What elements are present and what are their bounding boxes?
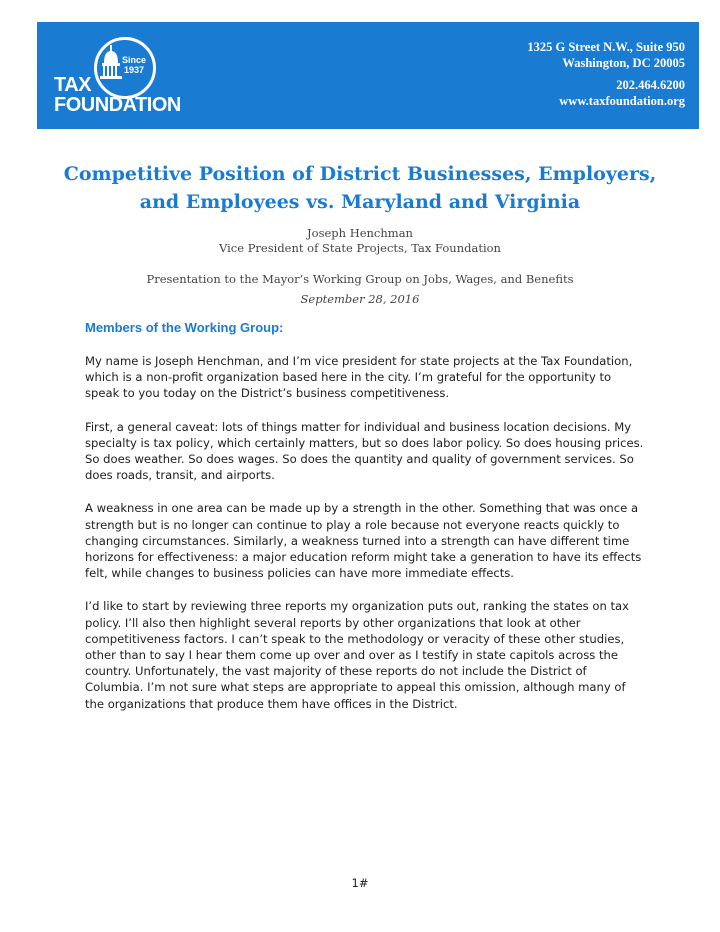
paragraph: I’d like to start by reviewing three reports my organization puts out, ranking the states on tax policy. I’ll also then highlight several reports by other organizations that look at other competitiveness factors. I can’t speak to the methodology or veracity of these other studies, other than to say I hear them come up over and over as I testify in state capitols across the country. Unfortunately, the vast majority of these reports do not include the District of Columbia. I’m not sure what steps are appropriate to appeal this omission, although many of the organizations that produce them have offices in the District.	[85, 599, 630, 711]
document-title-line2: and Employees vs. Maryland and Virginia	[139, 191, 581, 213]
body-text	[85, 353, 645, 729]
author-name: Joseph Henchman	[307, 226, 413, 240]
author-block	[60, 226, 660, 256]
document-title	[60, 160, 660, 216]
phone-number: 202.464.6200	[616, 78, 685, 92]
logo-wordmark-line2: FOUNDATION	[54, 94, 181, 116]
document-title-line1: Competitive Position of District Businesses, Employers,	[63, 163, 657, 185]
document-date: September 28, 2016	[300, 292, 420, 306]
paragraph: First, a general caveat: lots of things matter for individual and business location decisions. My specialty is tax policy, which certainly matters, but so does labor policy. So does housing prices. So does weather. So does wages. So does the quantity and quality of government services. So does roads, transit, and airports.	[85, 419, 644, 483]
page-number: 1#	[351, 876, 369, 890]
logo-badge-text: Since 1937	[121, 55, 146, 75]
contact-info	[527, 39, 685, 109]
logo-wordmark-line1: TAX	[54, 74, 92, 96]
logo-wordmark	[54, 75, 181, 115]
website-link[interactable]: www.taxfoundation.org	[559, 94, 685, 108]
author-role: Vice President of State Projects, Tax Foundation	[219, 241, 501, 255]
address-line2: Washington, DC 20005	[562, 56, 685, 70]
presentation-line: Presentation to the Mayor’s Working Group on Jobs, Wages, and Benefits	[146, 272, 574, 286]
tax-foundation-logo[interactable]	[54, 37, 194, 117]
address-line1: 1325 G Street N.W., Suite 950	[527, 40, 685, 54]
paragraph: A weakness in one area can be made up by a strength in the other. Something that was once a strength but is no longer can continue to play a role because not everyone reacts quickly to changing circumstances. Similarly, a weakness turned into a strength can have different time horizons for effectiveness: a major education reform might take a generation to have its effects felt, while changes to business policies can have more immediate effects.	[85, 501, 642, 581]
letterhead-banner	[37, 22, 699, 129]
paragraph: My name is Joseph Henchman, and I’m vice president for state projects at the Tax Foundation, which is a non-profit organization based here in the city. I’m grateful for the opportunity to speak to you today on the District’s business competitiveness.	[85, 354, 633, 401]
salutation-heading: Members of the Working Group:	[85, 320, 284, 335]
